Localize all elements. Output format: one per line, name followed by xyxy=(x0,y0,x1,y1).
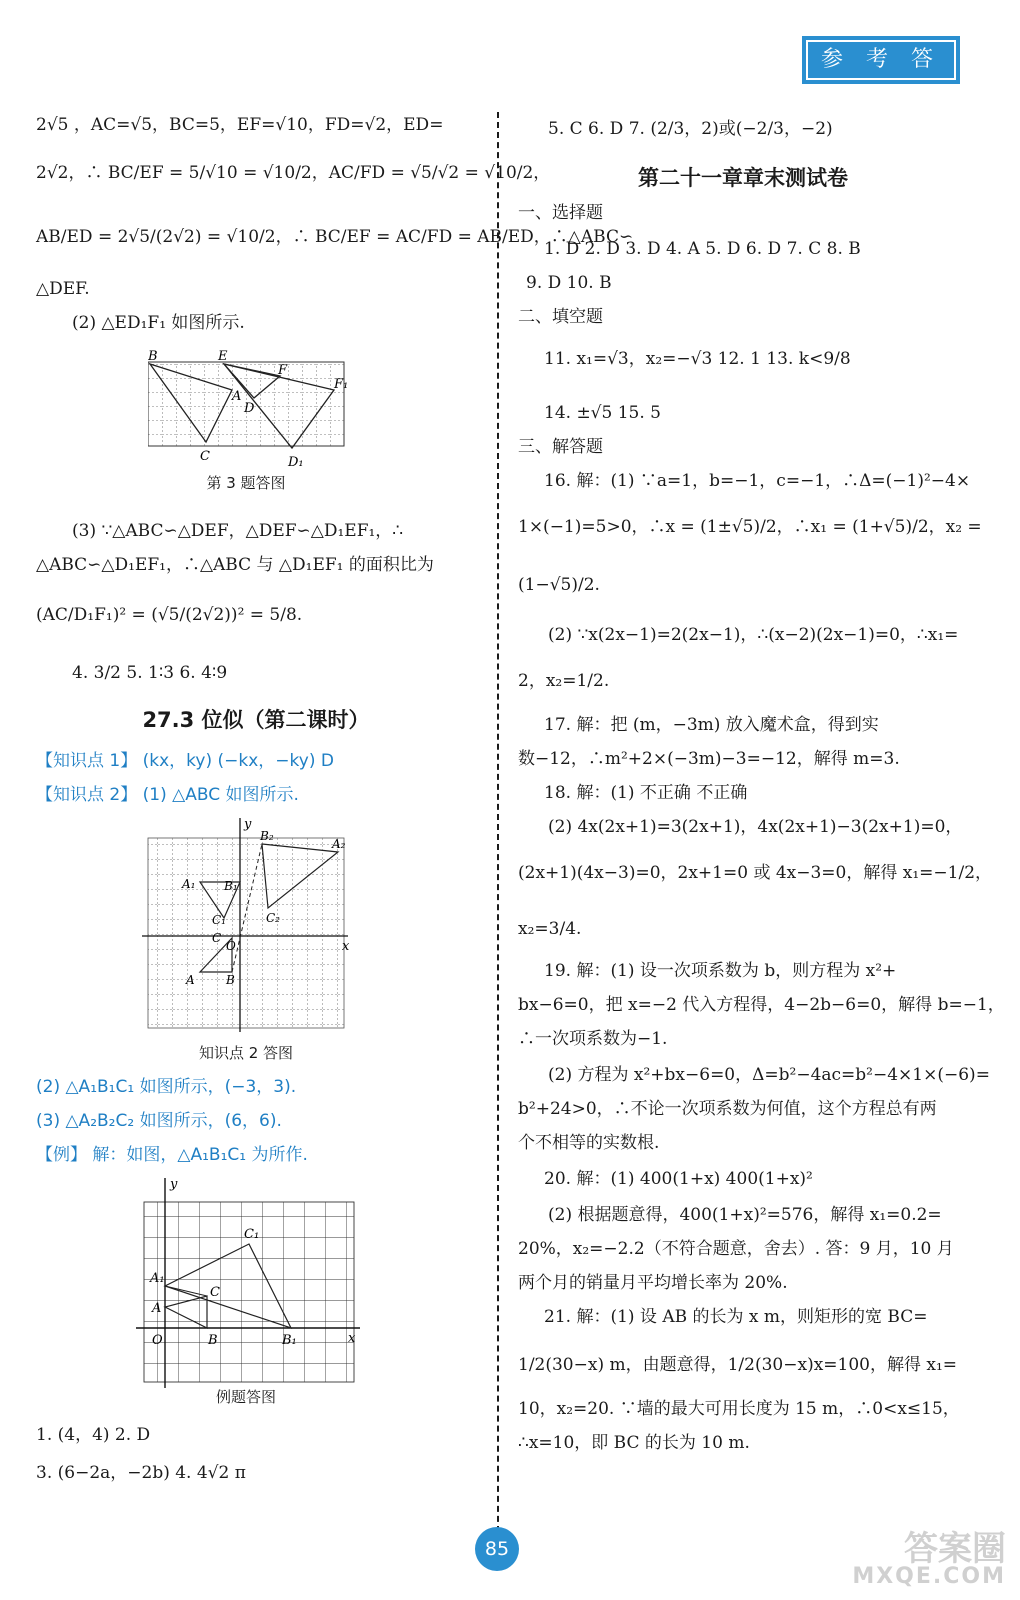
kp2-label: B₁ xyxy=(224,879,238,893)
fig1-label: E xyxy=(218,350,228,364)
section-label: 二、填空题 xyxy=(518,307,603,327)
ex-label: O xyxy=(152,1333,163,1348)
section-label: 三、解答题 xyxy=(518,437,603,457)
ex-label: C xyxy=(210,1285,220,1300)
right-line: 11. x₁=√3，x₂=−√3 12. 1 13. k<9/8 xyxy=(544,349,851,369)
fig1-label: F₁ xyxy=(334,377,349,392)
left-line: (2) △ED₁F₁ 如图所示. xyxy=(72,313,245,333)
column-divider xyxy=(497,112,499,1552)
chapter-title: 第二十一章章末测试卷 xyxy=(638,166,848,190)
figure-3-svg xyxy=(148,350,354,470)
left-line: (3) ∵△ABC∽△DEF，△DEF∽△D₁EF₁，∴ xyxy=(72,521,404,541)
kp2-label: C₂ xyxy=(266,911,280,925)
kp1-line xyxy=(36,746,334,776)
right-line: 2，x₂=1/2. xyxy=(518,671,610,691)
fig1-label: D xyxy=(244,401,255,416)
fig1-label: C xyxy=(200,449,210,464)
left-line: 4. 3/2 5. 1∶3 6. 4∶9 xyxy=(72,663,228,683)
left-line: 3. (6−2a，−2b) 4. 4√2 π xyxy=(36,1463,246,1483)
answer-tag xyxy=(802,36,960,120)
kp2-tag: 【知识点 2】 xyxy=(36,785,138,805)
kp2-label: A₂ xyxy=(332,837,346,851)
right-line: 18. 解：(1) 不正确 不正确 xyxy=(544,783,748,803)
fig1-label: D₁ xyxy=(288,455,304,470)
example-tag: 【例】 xyxy=(36,1145,87,1165)
kp2-caption: 知识点 2 答图 xyxy=(198,1044,294,1062)
kp2-label: x xyxy=(342,939,350,954)
ex-label: x xyxy=(348,1331,356,1346)
left-line: 1. (4，4) 2. D xyxy=(36,1425,151,1445)
ex-label: B₁ xyxy=(282,1333,297,1348)
right-line: 两个月的销量月平均增长率为 20%. xyxy=(518,1273,788,1293)
example-figure xyxy=(136,1174,366,1390)
right-line: b²+24>0，∴不论一次项系数为何值，这个方程总有两 xyxy=(518,1099,937,1119)
right-line: (2) 4x(2x+1)=3(2x+1)，4x(2x+1)−3(2x+1)=0， xyxy=(548,817,963,837)
kp2-label: C₁ xyxy=(212,913,226,927)
left-line: (AC/D₁F₁)² = (√5/(2√2))² = 5/8. xyxy=(36,605,303,625)
section-label: 一、选择题 xyxy=(518,203,603,223)
left-line: △DEF. xyxy=(36,279,90,299)
kp2-label: y xyxy=(244,817,252,832)
right-line: 9. D 10. B xyxy=(526,273,612,293)
example-figure-svg xyxy=(136,1174,366,1390)
kp1-tag: 【知识点 1】 xyxy=(36,751,138,771)
example-caption: 例题答图 xyxy=(215,1388,276,1406)
kp2-label: O xyxy=(226,939,236,953)
section-heading: 27.3 位似（第二课时） xyxy=(142,708,370,732)
watermark-main: 答案圈 xyxy=(904,1529,1006,1569)
right-line: x₂=3/4. xyxy=(518,919,582,939)
page-number: 85 xyxy=(475,1527,519,1571)
kp2-label: A xyxy=(186,973,195,987)
right-line: (2) 根据题意得，400(1+x)²=576，解得 x₁=0.2= xyxy=(548,1205,942,1225)
example-text: 解：如图，△A₁B₁C₁ 为所作. xyxy=(92,1145,308,1165)
right-line: (2x+1)(4x−3)=0，2x+1=0 或 4x−3=0，解得 x₁=−1/2， xyxy=(518,863,993,883)
right-line: (1−√5)/2. xyxy=(518,575,600,595)
right-line: 17. 解：把 (m，−3m) 放入魔术盒，得到实 xyxy=(544,715,879,735)
right-line: 16. 解：(1) ∵a=1，b=−1，c=−1，∴Δ=(−1)²−4× xyxy=(544,471,971,491)
kp2-label: A₁ xyxy=(182,877,196,891)
kp2-label: C xyxy=(212,931,222,945)
left-line: AB/ED = 2√5/(2√2) = √10/2，∴ BC/EF = AC/FD = AB/ED，∴△ABC∽ xyxy=(36,227,634,247)
right-line: 数−12，∴m²+2×(−3m)−3=−12，解得 m=3. xyxy=(518,749,900,769)
right-line: 20. 解：(1) 400(1+x) 400(1+x)² xyxy=(544,1169,813,1189)
right-line: ∴一次项系数为−1. xyxy=(518,1029,668,1049)
right-line: 5. C 6. D 7. (2/3，2)或(−2/3，−2) xyxy=(548,119,833,139)
right-line: 1. D 2. D 3. D 4. A 5. D 6. D 7. C 8. B xyxy=(544,239,861,259)
kp2-answer-2: (2) △A₁B₁C₁ 如图所示，(−3，3). xyxy=(36,1077,297,1097)
kp2-label: B₂ xyxy=(260,829,274,843)
right-line: 1×(−1)=5>0，∴x = (1±√5)/2，∴x₁ = (1+√5)/2，x₂ = xyxy=(518,517,982,537)
right-line: 19. 解：(1) 设一次项系数为 b，则方程为 x²+ xyxy=(544,961,897,981)
figure-3-caption: 第 3 题答图 xyxy=(206,474,286,492)
kp1-text: (kx，ky) (−kx，−ky) D xyxy=(142,751,334,771)
watermark xyxy=(852,1529,1006,1589)
right-line: 个不相等的实数根. xyxy=(518,1133,660,1153)
kp2-label: B xyxy=(226,973,235,987)
kp2-line-3 xyxy=(36,1106,282,1136)
right-line: 20%，x₂=−2.2（不符合题意，舍去）. 答：9 月，10 月 xyxy=(518,1239,954,1259)
answer-tag-label: 参 考 答 案 xyxy=(821,47,941,120)
ex-label: C₁ xyxy=(244,1227,260,1242)
fig1-label: A xyxy=(232,389,242,404)
ex-label: y xyxy=(170,1177,178,1192)
ex-label: A₁ xyxy=(150,1271,165,1286)
left-line: 2√5 ，AC=√5，BC=5，EF=√10，FD=√2，ED= xyxy=(36,115,444,135)
watermark-sub: MXQE.COM xyxy=(852,1564,1006,1589)
right-line: 21. 解：(1) 设 AB 的长为 x m，则矩形的宽 BC= xyxy=(544,1307,928,1327)
right-line: 14. ±√5 15. 5 xyxy=(544,403,661,423)
kp2-text: (1) △ABC 如图所示. xyxy=(142,785,299,805)
kp2-answer-3: (3) △A₂B₂C₂ 如图所示，(6，6). xyxy=(36,1111,282,1131)
right-line: bx−6=0，把 x=−2 代入方程得，4−2b−6=0，解得 b=−1， xyxy=(518,995,1005,1015)
right-line: ∴x=10，即 BC 的长为 10 m. xyxy=(518,1433,750,1453)
right-line: 10，x₂=20. ∵墙的最大可用长度为 15 m，∴0<x≤15， xyxy=(518,1399,960,1419)
kp2-line xyxy=(36,780,299,810)
right-line: 1/2(30−x) m，由题意得，1/2(30−x)x=100，解得 x₁= xyxy=(518,1355,958,1375)
fig1-label: F xyxy=(278,363,288,378)
kp2-line-2 xyxy=(36,1072,296,1102)
left-line: 2√2，∴ BC/EF = 5/√10 = √10/2，AC/FD = √5/√2 = √10/2， xyxy=(36,163,551,183)
right-line: (2) ∵x(2x−1)=2(2x−1)，∴(x−2)(2x−1)=0，∴x₁= xyxy=(548,625,959,645)
left-line: △ABC∽△D₁EF₁，∴△ABC 与 △D₁EF₁ 的面积比为 xyxy=(36,555,434,575)
right-line: (2) 方程为 x²+bx−6=0，Δ=b²−4ac=b²−4×1×(−6)= xyxy=(548,1065,990,1085)
kp2-figure-svg xyxy=(142,814,352,1034)
ex-label: B xyxy=(208,1333,218,1348)
fig1-label: B xyxy=(148,350,158,364)
figure-3-answer xyxy=(148,350,354,470)
example-line xyxy=(36,1140,308,1170)
kp2-figure xyxy=(142,814,352,1034)
ex-label: A xyxy=(152,1301,162,1316)
